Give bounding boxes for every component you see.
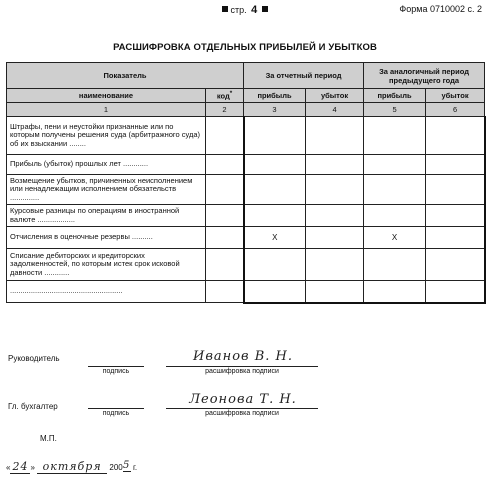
- page-number-marker: [222, 4, 268, 16]
- accountant-signature-line[interactable]: [88, 408, 144, 409]
- loss-prior-header: убыток: [426, 89, 485, 103]
- row-label: Отчисления в оценочные резервы ..........: [7, 227, 206, 249]
- column-number-5: 5: [364, 103, 426, 117]
- code-cell[interactable]: [206, 175, 244, 205]
- head-signature-line[interactable]: [88, 366, 144, 367]
- loss-current-cell[interactable]: [306, 175, 364, 205]
- code-cell[interactable]: [206, 249, 244, 281]
- loss-current-header: убыток: [306, 89, 364, 103]
- date-year-unit: г.: [132, 463, 138, 472]
- row-label: Списание дебиторских и кредиторских задолженностей, по которым истек срок исковой давности ............: [7, 249, 206, 281]
- square-mark-icon: [262, 6, 268, 12]
- table-row: [7, 205, 485, 227]
- square-mark-icon: [222, 6, 228, 12]
- code-cell[interactable]: [206, 117, 244, 155]
- name-column-header: наименование: [7, 89, 206, 103]
- code-footnote-mark: *: [229, 90, 233, 98]
- table-row: [7, 175, 485, 205]
- column-number-3: 3: [244, 103, 306, 117]
- profit-current-cell[interactable]: [244, 281, 306, 303]
- head-name-handwritten: Иванов В. Н.: [192, 349, 294, 364]
- code-column-header: [206, 89, 244, 103]
- code-cell[interactable]: [206, 155, 244, 175]
- profit-prior-cell[interactable]: X: [364, 227, 426, 249]
- row-label: Курсовые разницы по операциям в иностранной валюте ..................: [7, 205, 206, 227]
- accountant-label: Гл. бухгалтер: [8, 402, 58, 411]
- date-close-quote: »: [30, 463, 35, 472]
- profit-prior-cell[interactable]: [364, 117, 426, 155]
- loss-current-cell[interactable]: [306, 205, 364, 227]
- code-cell[interactable]: [206, 227, 244, 249]
- profit-loss-table: [6, 62, 486, 304]
- loss-prior-cell[interactable]: [426, 227, 485, 249]
- head-name-line[interactable]: [166, 366, 318, 367]
- form-code: Форма 0710002 с. 2: [399, 4, 482, 14]
- code-cell[interactable]: [206, 205, 244, 227]
- table-row: [7, 227, 485, 249]
- row-label: Штрафы, пени и неустойки признанные или по которым получены решения суда (арбитражного суда) об их взыскании ........: [7, 117, 206, 155]
- loss-current-cell[interactable]: [306, 117, 364, 155]
- loss-current-cell[interactable]: [306, 281, 364, 303]
- profit-current-cell[interactable]: [244, 155, 306, 175]
- loss-prior-cell[interactable]: [426, 281, 485, 303]
- date-month[interactable]: октября: [37, 460, 107, 474]
- accountant-signature-caption: подпись: [102, 410, 130, 417]
- date-year-suffix[interactable]: 5: [123, 460, 131, 471]
- stamp-label: М.П.: [40, 434, 57, 443]
- profit-prior-cell[interactable]: [364, 205, 426, 227]
- row-label: Возмещение убытков, причиненных неисполнением или ненадлежащим исполнением обязательств ..............: [7, 175, 206, 205]
- profit-current-header: прибыль: [244, 89, 306, 103]
- profit-current-cell[interactable]: [244, 117, 306, 155]
- document-title: РАСШИФРОВКА ОТДЕЛЬНЫХ ПРИБЫЛЕЙ И УБЫТКОВ: [113, 42, 377, 53]
- date-year-prefix: 200: [109, 463, 123, 472]
- loss-current-cell[interactable]: [306, 227, 364, 249]
- profit-prior-cell[interactable]: [364, 249, 426, 281]
- head-name-caption: расшифровка подписи: [205, 368, 279, 375]
- indicator-header: Показатель: [7, 63, 244, 89]
- loss-prior-cell[interactable]: [426, 205, 485, 227]
- accountant-name-line[interactable]: [166, 408, 318, 409]
- date-day[interactable]: 24: [12, 460, 29, 473]
- profit-prior-cell[interactable]: [364, 155, 426, 175]
- loss-current-cell[interactable]: [306, 249, 364, 281]
- loss-prior-cell[interactable]: [426, 175, 485, 205]
- code-cell[interactable]: [206, 281, 244, 303]
- page-number: 4: [251, 4, 258, 16]
- code-column-label: код: [216, 91, 230, 101]
- loss-current-cell[interactable]: [306, 155, 364, 175]
- profit-current-cell[interactable]: [244, 249, 306, 281]
- profit-current-cell[interactable]: [244, 175, 306, 205]
- profit-current-cell[interactable]: X: [244, 227, 306, 249]
- current-period-header: За отчетный период: [244, 63, 364, 89]
- table-row: [7, 281, 485, 303]
- head-signature-caption: подпись: [102, 368, 130, 375]
- loss-prior-cell[interactable]: [426, 155, 485, 175]
- column-number-1: 1: [7, 103, 206, 117]
- prior-period-header: За аналогичный период предыдущего года: [364, 63, 485, 89]
- row-label: Прибыль (убыток) прошлых лет ............: [7, 155, 206, 175]
- head-label: Руководитель: [8, 354, 60, 363]
- column-number-4: 4: [306, 103, 364, 117]
- profit-prior-cell[interactable]: [364, 281, 426, 303]
- date-open-quote: «: [6, 463, 11, 472]
- profit-prior-header: прибыль: [364, 89, 426, 103]
- table-row: [7, 155, 485, 175]
- row-label: ......................................................: [7, 281, 206, 303]
- date-line: [6, 460, 137, 474]
- table-row: [7, 117, 485, 155]
- profit-prior-cell[interactable]: [364, 175, 426, 205]
- column-number-2: 2: [206, 103, 244, 117]
- loss-prior-cell[interactable]: [426, 117, 485, 155]
- accountant-name-caption: расшифровка подписи: [205, 410, 279, 417]
- profit-current-cell[interactable]: [244, 205, 306, 227]
- loss-prior-cell[interactable]: [426, 249, 485, 281]
- column-number-6: 6: [426, 103, 485, 117]
- page-label: стр.: [230, 5, 247, 15]
- table-row: [7, 249, 485, 281]
- accountant-name-handwritten: Леонова Т. Н.: [189, 392, 297, 407]
